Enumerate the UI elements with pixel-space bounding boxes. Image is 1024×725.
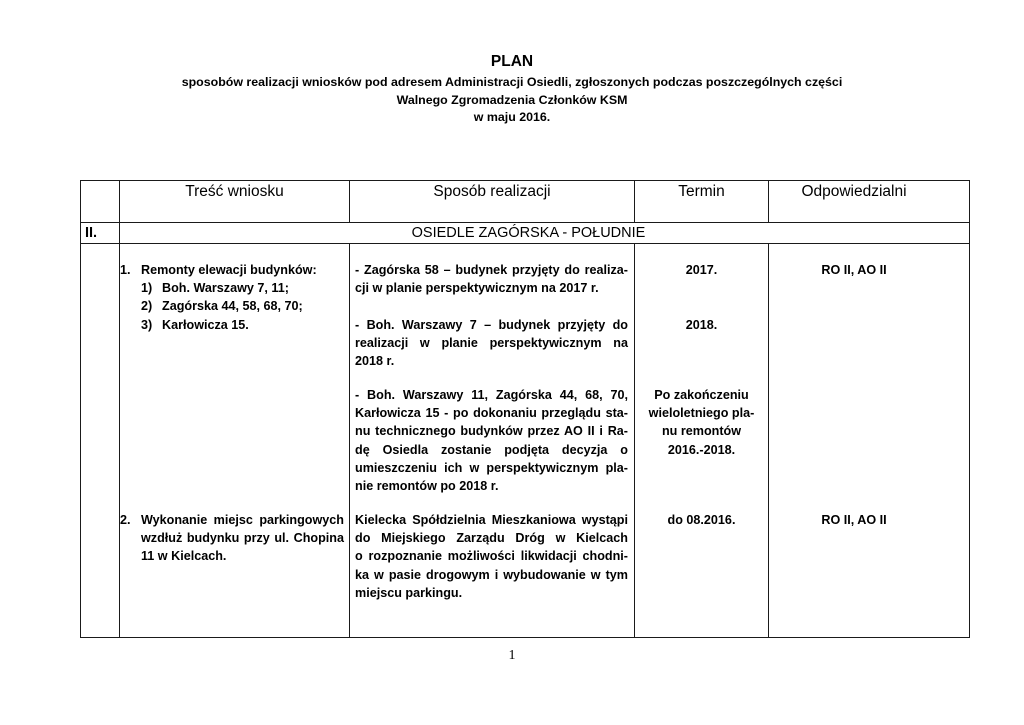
subtitle-line: Walnego Zgromadzenia Członków KSM [396,92,628,107]
method-paragraph [355,316,628,371]
method-line: Kielecka Spółdzielnia Mieszkaniowa wystąpi [355,513,628,527]
method-line: dę Osiedla zostanie podjęta decyzja o [355,442,628,457]
deadline-line: wieloletniego pla- [648,406,755,421]
method-line: o rozpoznanie możliwości likwidacji chodni- [355,549,628,564]
header-cell-request [119,180,350,223]
request-line [120,511,344,529]
method-line: cji w planie perspektywicznym na 2017 r. [355,281,599,296]
sub-item [120,297,344,315]
method-line: do Miejskiego Zarządu Dróg w Kielcach [355,531,628,546]
method-paragraph [355,386,628,495]
sub-item-text: Karłowicza 15. [162,317,249,332]
column-header-deadline: Termin [678,183,725,200]
responsible-block [769,261,939,279]
request-line [120,261,344,279]
sub-item [120,279,344,297]
sub-item-number: 1) [141,281,153,296]
request-item [120,511,344,566]
page-number: 1 [508,648,516,663]
column-header-request: Treść wniosku [185,183,284,200]
body-cell-number [80,243,120,638]
request-line [120,529,344,547]
method-line: umieszczeniu ich w perspektywicznym pla- [355,460,628,475]
section-number-cell [80,222,120,244]
method-line: realizacji w planie perspektywicznym na [355,336,628,351]
header-cell-method [349,180,635,223]
method-line: nie remontów po 2018 r. [355,478,499,493]
sub-item-text: Zagórska 44, 58, 68, 70; [162,299,303,314]
sub-item-number: 2) [141,299,153,314]
document-subtitle [0,74,1024,127]
column-header-method: Sposób realizacji [433,183,551,200]
document-title: PLAN [490,53,534,70]
column-header-responsible: Odpowiedzialni [801,183,907,200]
request-item [120,261,344,334]
deadline-line: nu remontów [661,424,742,439]
method-line: - Zagórska 58 – budynek przyjęty do realiza- [355,263,628,277]
deadline-line: 2018. [685,318,718,332]
sub-item [120,316,344,334]
section-number: II. [85,225,98,241]
responsible-text: RO II, AO II [821,513,887,527]
deadline-block [635,511,768,529]
deadline-line: Po zakończeniu [654,388,749,402]
method-paragraph [355,511,628,602]
header-cell-deadline [634,180,769,223]
method-line: Karłowicza 15 - po dokonaniu przeglądu sta- [355,406,628,421]
request-cell [119,243,350,638]
method-line: 2018 r. [355,354,395,369]
subtitle-line: sposobów realizacji wniosków pod adresem Administracji Osiedli, zgłoszonych podczas poszczególnych części [181,75,843,89]
deadline-line: 2016.-2018. [667,442,736,457]
deadline-block [635,261,768,279]
method-paragraph [355,261,628,297]
deadline-line: do 08.2016. [667,513,736,527]
request-number: 1. [120,263,131,277]
method-line: - Boh. Warszawy 11, Zagórska 44, 68, 70, [355,388,628,402]
section-name-cell [119,222,970,244]
method-line: ka w pasie drogowym i wybudowanie w tym [355,567,628,582]
method-line: nu technicznego budynków przez AO II i Ra- [355,424,628,439]
deadline-block [635,316,768,334]
request-text: wzdłuż budynku przy ul. Chopina [141,531,344,546]
responsible-cell [768,243,970,638]
method-line: - Boh. Warszawy 7 – budynek przyjęty do [355,318,628,332]
sub-item-text: Boh. Warszawy 7, 11; [162,281,289,296]
deadline-line: 2017. [685,263,718,277]
header-cell-responsible [768,180,970,223]
plan-table [80,180,970,638]
responsible-text: RO II, AO II [821,263,887,277]
section-name: OSIEDLE ZAGÓRSKA - POŁUDNIE [411,225,646,241]
responsible-block [769,511,939,529]
deadline-cell [634,243,769,638]
method-cell [349,243,635,638]
request-text: Remonty elewacji budynków: [141,263,317,277]
sub-item-number: 3) [141,317,153,332]
request-line [120,547,344,565]
deadline-block [635,386,768,459]
header-cell-number [80,180,120,223]
method-line: miejscu parkingu. [355,585,463,600]
request-text: Wykonanie miejsc parkingowych [141,513,344,527]
request-number: 2. [120,513,131,527]
subtitle-line: w maju 2016. [473,110,551,124]
request-text: 11 w Kielcach. [141,549,227,564]
